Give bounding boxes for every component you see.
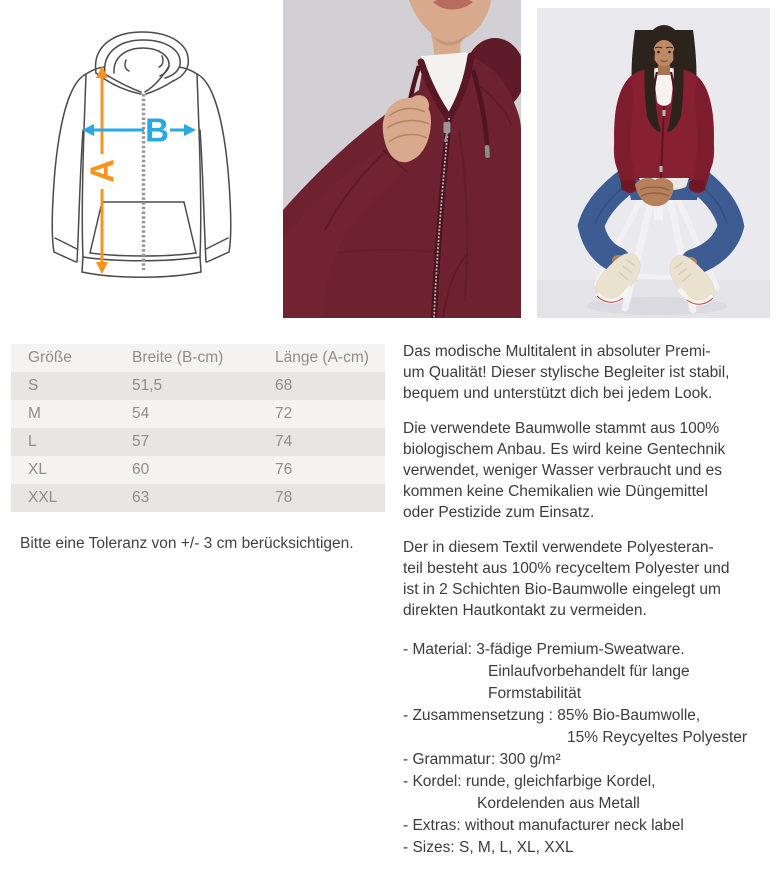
table-row xyxy=(11,484,385,512)
description-line: verwendet, weniger Wasser verbraucht und es xyxy=(403,462,723,479)
size-table xyxy=(11,344,385,512)
description-line: teil besteht aus 100% recyceltem Polyester und xyxy=(403,560,730,577)
spec-line: Kordelenden aus Metall xyxy=(477,795,640,812)
spec-list xyxy=(403,639,769,859)
table-row xyxy=(11,428,385,456)
table-row xyxy=(11,372,385,400)
description-line: ist in 2 Schichten Bio-Baumwolle eingelegt um xyxy=(403,581,721,598)
spec-line: Einlaufvorbehandelt für lange xyxy=(488,663,690,680)
spec-line: 15% Reycyeltes Polyester xyxy=(567,729,748,746)
table-cell: L xyxy=(28,433,37,450)
table-cell: 76 xyxy=(275,461,293,478)
description-line: Der in diesem Textil verwendete Polyesteran- xyxy=(403,539,714,556)
hoodie-outline xyxy=(52,32,231,277)
product-description xyxy=(403,341,769,859)
column-header: Größe xyxy=(28,349,72,366)
width-arrow-b-icon xyxy=(82,112,196,149)
size-diagram-image xyxy=(10,10,270,310)
model-closeup-photo xyxy=(283,0,521,318)
zipper-slider xyxy=(444,122,451,133)
description-line: bequem und unterstützt dich bei jedem Look. xyxy=(403,385,713,402)
length-arrow-a-icon xyxy=(84,66,121,274)
table-cell: XL xyxy=(28,461,47,478)
hoodie-measurement-diagram-icon xyxy=(10,10,270,310)
description-line: kommen keine Chemikalien wie Düngemittel xyxy=(403,483,708,500)
size-info-column xyxy=(11,344,385,553)
column-header: Breite (B-cm) xyxy=(132,349,224,366)
table-cell: M xyxy=(28,405,41,422)
tolerance-note: Bitte eine Toleranz von +/- 3 cm berücksichtigen. xyxy=(20,535,354,552)
description-paragraph xyxy=(403,341,769,404)
spec-line: - Kordel: runde, gleichfarbige Kordel, xyxy=(403,773,656,790)
description-line: oder Pestizide zum Einsatz. xyxy=(403,504,595,521)
label-a: A xyxy=(83,159,121,183)
spec-line: - Extras: without manufacturer neck label xyxy=(403,817,684,834)
description-line: Das modische Multitalent in absoluter Premi- xyxy=(403,343,711,360)
table-cell: XXL xyxy=(28,489,58,506)
table-cell: 78 xyxy=(275,489,293,506)
description-paragraph xyxy=(403,418,769,523)
label-b: B xyxy=(145,111,169,149)
table-cell: 74 xyxy=(275,433,293,450)
spec-line: - Material: 3-fädige Premium-Sweatware. xyxy=(403,641,685,658)
description-paragraph xyxy=(403,537,769,621)
table-row xyxy=(11,456,385,484)
spec-line: - Sizes: S, M, L, XL, XXL xyxy=(403,839,574,856)
table-cell: 63 xyxy=(132,489,150,506)
description-line: biologischem Anbau. Es wird keine Gentechnik xyxy=(403,441,726,458)
table-cell: 57 xyxy=(132,433,150,450)
table-cell: 72 xyxy=(275,405,293,422)
model-fullbody-photo xyxy=(537,8,770,318)
size-table-header-row xyxy=(11,344,385,372)
table-cell: 60 xyxy=(132,461,150,478)
description-line: um Qualität! Dieser stylische Begleiter ist stabil, xyxy=(403,364,730,381)
table-cell: 51,5 xyxy=(132,377,163,394)
table-row xyxy=(11,400,385,428)
column-header: Länge (A-cm) xyxy=(275,349,369,366)
spec-line: - Grammatur: 300 g/m² xyxy=(403,751,561,768)
spec-line: - Zusammensetzung : 85% Bio-Baumwolle, xyxy=(403,707,701,724)
description-line: Die verwendete Baumwolle stammt aus 100% xyxy=(403,420,720,437)
description-line: direkten Hautkontakt zu vermeiden. xyxy=(403,602,647,619)
table-cell: 68 xyxy=(275,377,293,394)
table-cell: 54 xyxy=(132,405,150,422)
spec-line: Formstabilität xyxy=(488,685,582,702)
table-cell: S xyxy=(28,377,39,394)
